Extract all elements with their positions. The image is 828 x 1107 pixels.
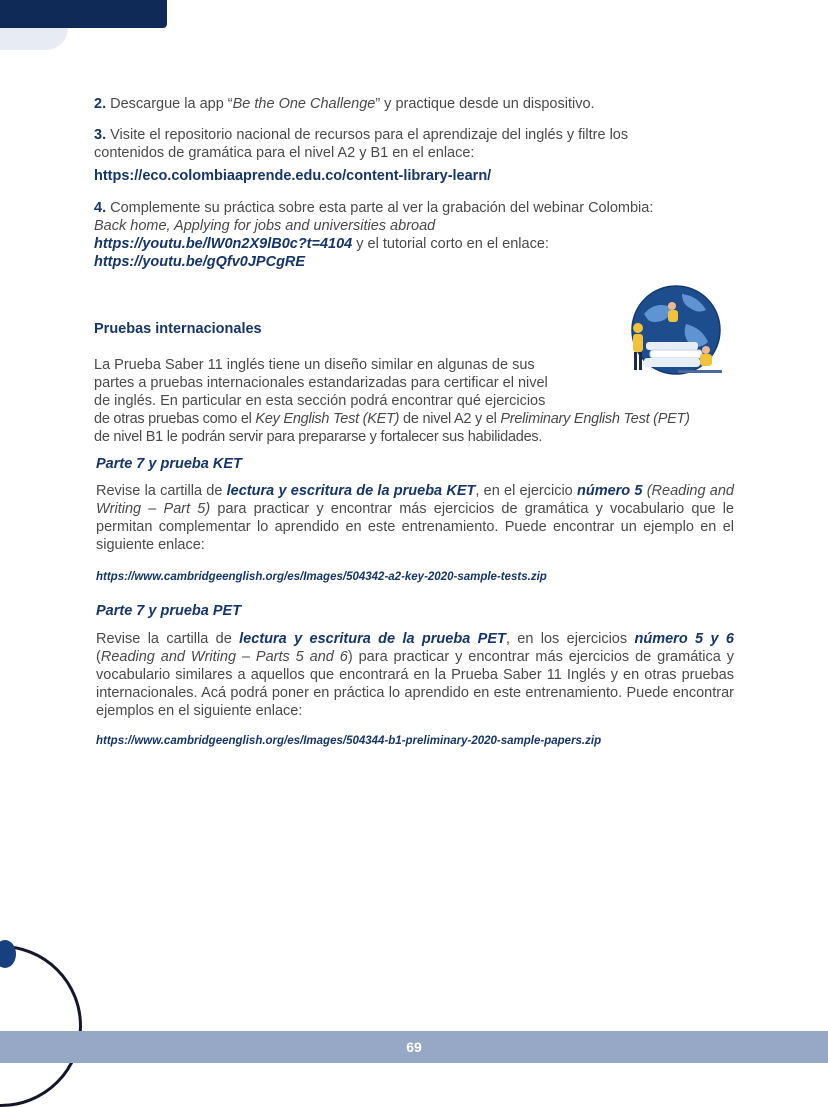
pet-name: Preliminary English Test (PET) xyxy=(500,411,690,427)
pet-exercise-numbers: número 5 y 6 xyxy=(634,631,734,647)
item-3-link-row xyxy=(94,167,734,185)
item-3: 3. Visite el repositorio nacional de recursos para el aprendizaje del inglés y filtre los contenidos de gramática para el nivel A2 y B1 en el enlace: xyxy=(94,127,629,161)
corner-shadow xyxy=(0,28,68,50)
ket-exercise-number: número 5 xyxy=(576,483,643,499)
youtube-webinar-link[interactable]: https://youtu.be/lW0n2X9lB0c?t=4104 xyxy=(94,236,353,252)
item-number: 4. xyxy=(94,200,107,216)
section-paragraph-full: de otras pruebas como el Key English Test (KET) de nivel A2 y el Preliminary English Test (PET) de nivel B1 le podrán servir para prepararse y fortalecer sus habilidades. xyxy=(94,411,690,445)
ket-paragraph: Revise la cartilla de lectura y escritura de la prueba KET, en el ejercicio número 5 (Reading and Writing – Part 5) para practicar y encontrar más ejercicios de gramática y vocabulario que le permitan complementar lo aprendido en este entrenamiento. Puede encontrar un ejemplo en el siguiente enlace: xyxy=(96,483,735,553)
pet-booklet: lectura y escritura de la prueba PET xyxy=(239,631,506,647)
ket-name: Key English Test (KET) xyxy=(255,411,400,427)
pet-sample-link[interactable]: https://www.cambridgeenglish.org/es/Images/504344-b1-preliminary-2020-sample-papers.zip xyxy=(96,735,602,747)
section-title: Pruebas internacionales xyxy=(94,321,262,337)
item-number: 2. xyxy=(94,96,107,112)
ket-sample-link[interactable]: https://www.cambridgeenglish.org/es/Images/504342-a2-key-2020-sample-tests.zip xyxy=(96,571,547,583)
pet-heading: Parte 7 y prueba PET xyxy=(96,603,242,619)
ket-booklet: lectura y escritura de la prueba KET xyxy=(226,483,476,499)
pet-paragraph: Revise la cartilla de lectura y escritura de la prueba PET, en los ejercicios número 5 y 6 (Reading and Writing – Parts 5 and 6) para practicar y encontrar más ejercicios de gramática y vocabulario similares a aquellos que encontrará en la Prueba Saber 11 Inglés y en otras pruebas internacionales. Acá podrá poner en práctica lo aprendido en este entrenamiento. Puede encontrar ejemplos en el siguiente enlace: xyxy=(96,631,734,719)
decorative-circle xyxy=(0,945,82,1107)
item-2: 2. Descargue la app “Be the One Challenge” y practique desde un dispositivo. xyxy=(94,96,595,112)
item-4: 4. Complemente su práctica sobre esta parte al ver la grabación del webinar Colombia: Back home, Applying for jobs and universities abroad https://youtu.be/lW0n2X9lB0c?t=4104 y el tutorial corto en el enlace: https://youtu.be/gQfv0JPCgRE xyxy=(94,200,654,270)
eco-colombia-link[interactable]: https://eco.colombiaaprende.edu.co/content-library-learn/ xyxy=(94,168,492,184)
ket-heading: Parte 7 y prueba KET xyxy=(96,456,242,472)
section-paragraph-wrap: La Prueba Saber 11 inglés tiene un diseño similar en algunas de sus partes a pruebas internacionales estandarizadas para certificar el nivel de inglés. En particular en esta sección podrá encontrar qué ejercicios xyxy=(94,357,548,409)
page-number: 69 xyxy=(406,1039,422,1055)
globe-with-people-icon xyxy=(624,284,724,380)
app-name: Be the One Challenge xyxy=(232,96,376,112)
item-number: 3. xyxy=(94,127,107,143)
corner-tab xyxy=(0,0,167,28)
webinar-title: Back home, Applying for jobs and universities abroad xyxy=(94,218,436,234)
youtube-tutorial-link[interactable]: https://youtu.be/gQfv0JPCgRE xyxy=(94,254,306,270)
